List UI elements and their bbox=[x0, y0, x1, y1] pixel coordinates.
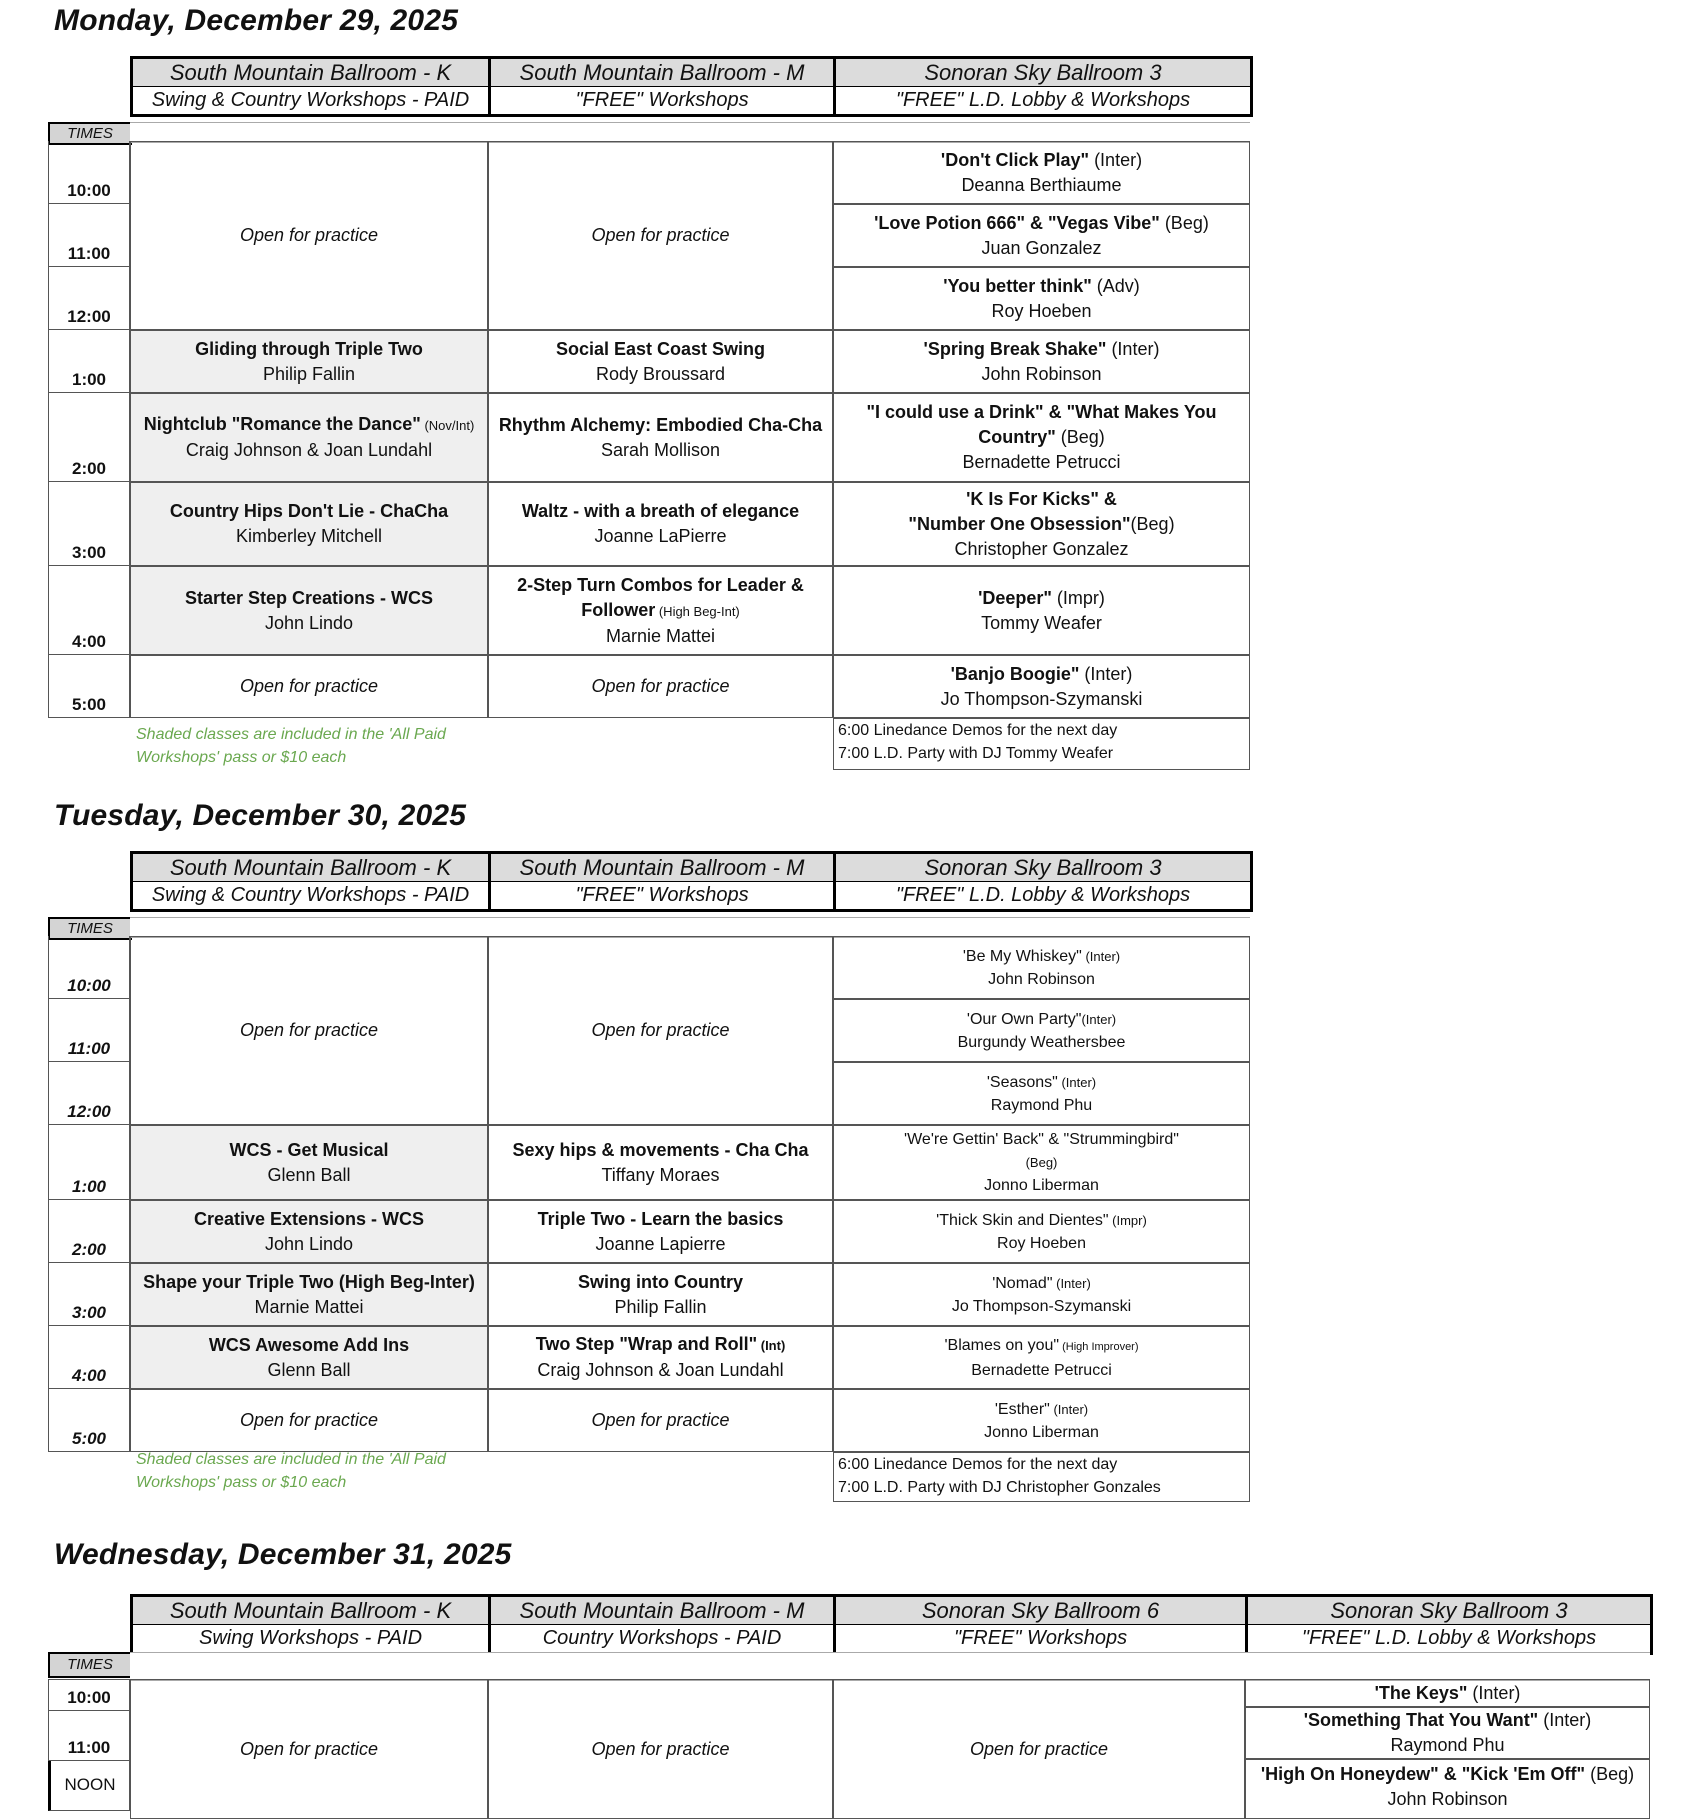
open-practice: Open for practice bbox=[130, 936, 488, 1125]
class-teacher: Raymond Phu bbox=[990, 1096, 1093, 1114]
class-level: (Inter) bbox=[1089, 149, 1143, 170]
time-cell: 3:00 bbox=[48, 1263, 130, 1326]
class-cell bbox=[130, 566, 488, 655]
class-cell bbox=[130, 330, 488, 393]
open-practice: Open for practice bbox=[488, 655, 833, 718]
class-title: Sexy hips & movements - Cha Cha bbox=[512, 1139, 809, 1160]
open-practice: Open for practice bbox=[130, 1389, 488, 1452]
class-teacher: Bernadette Petrucci bbox=[971, 1361, 1112, 1379]
class-level: (Inter) bbox=[1052, 1275, 1091, 1291]
evening-schedule bbox=[833, 718, 1250, 770]
type-s6: "FREE" Workshops bbox=[835, 1625, 1247, 1654]
evening-line: 6:00 Linedance Demos for the next day bbox=[838, 722, 1118, 739]
class-cell bbox=[1245, 1759, 1650, 1819]
class-title: Gliding through Triple Two bbox=[195, 338, 423, 359]
class-teacher: Glenn Ball bbox=[267, 1359, 351, 1380]
class-teacher: Jo Thompson-Szymanski bbox=[940, 688, 1143, 709]
class-level: (Beg) bbox=[1585, 1764, 1635, 1784]
class-teacher: Joanne LaPierre bbox=[594, 526, 727, 546]
time-cell: 5:00 bbox=[48, 655, 130, 718]
class-level: (Beg) bbox=[1025, 1155, 1058, 1170]
class-teacher: Glenn Ball bbox=[267, 1164, 351, 1185]
class-cell bbox=[1245, 1707, 1650, 1759]
class-cell bbox=[488, 393, 833, 482]
class-title: 'Blames on you" bbox=[944, 1336, 1060, 1354]
class-level: (Impr) bbox=[1051, 587, 1105, 608]
class-teacher: Philip Fallin bbox=[262, 363, 356, 384]
shaded-note-line: Workshops' pass or $10 each bbox=[136, 749, 347, 766]
venue-header-monday bbox=[130, 56, 1253, 117]
time-cell: 10:00 bbox=[48, 936, 130, 999]
class-level: (Inter) bbox=[1538, 1710, 1592, 1730]
class-title: "I could use a Drink" & "What Makes You bbox=[866, 402, 1217, 422]
type-m: Country Workshops - PAID bbox=[490, 1625, 835, 1654]
venue-m: South Mountain Ballroom - M bbox=[490, 58, 835, 87]
class-title: Shape your Triple Two (High Beg-Inter) bbox=[143, 1271, 475, 1292]
times-header: TIMES bbox=[48, 1652, 132, 1678]
class-level: (Inter) bbox=[1106, 338, 1160, 359]
class-cell bbox=[488, 566, 833, 655]
class-title: 'Deeper" bbox=[978, 587, 1052, 608]
class-level: (Impr) bbox=[1108, 1212, 1147, 1228]
time-cell: 12:00 bbox=[48, 267, 130, 330]
class-cell bbox=[833, 1326, 1250, 1389]
shaded-note-line: Workshops' pass or $10 each bbox=[136, 1474, 347, 1491]
class-cell bbox=[130, 393, 488, 482]
class-teacher: Philip Fallin bbox=[614, 1296, 707, 1317]
class-cell bbox=[130, 1263, 488, 1326]
time-cell: 11:00 bbox=[48, 1711, 130, 1761]
open-practice: Open for practice bbox=[130, 1679, 488, 1819]
class-cell bbox=[833, 566, 1250, 655]
open-practice: Open for practice bbox=[130, 655, 488, 718]
time-cell: NOON bbox=[48, 1761, 130, 1811]
class-cell bbox=[130, 482, 488, 566]
class-title: 'Thick Skin and Dientes" bbox=[936, 1211, 1109, 1229]
time-cell: 5:00 bbox=[48, 1389, 130, 1452]
venue-s3: Sonoran Sky Ballroom 3 bbox=[835, 853, 1252, 882]
times-header: TIMES bbox=[48, 122, 132, 145]
class-teacher: Tiffany Moraes bbox=[601, 1164, 720, 1185]
venue-s3: Sonoran Sky Ballroom 3 bbox=[1247, 1596, 1652, 1625]
class-title: Triple Two - Learn the basics bbox=[537, 1208, 784, 1229]
class-title: Creative Extensions - WCS bbox=[193, 1208, 425, 1229]
class-teacher: Raymond Phu bbox=[1390, 1735, 1505, 1755]
class-cell bbox=[833, 936, 1250, 999]
class-teacher: Jo Thompson-Szymanski bbox=[951, 1297, 1132, 1315]
venue-k: South Mountain Ballroom - K bbox=[132, 853, 490, 882]
class-teacher: Juan Gonzalez bbox=[981, 237, 1102, 258]
class-cell bbox=[833, 482, 1250, 566]
venue-k: South Mountain Ballroom - K bbox=[132, 1596, 490, 1625]
time-cell: 4:00 bbox=[48, 566, 130, 655]
class-teacher: Jonno Liberman bbox=[984, 1423, 1099, 1441]
class-level: (Adv) bbox=[1091, 275, 1140, 296]
class-teacher: Jonno Liberman bbox=[984, 1177, 1099, 1194]
class-title: 'Something That You Want" bbox=[1303, 1710, 1539, 1730]
class-teacher: Bernadette Petrucci bbox=[962, 452, 1121, 472]
class-level: (Beg) bbox=[1159, 212, 1209, 233]
time-cell: 10:00 bbox=[48, 141, 130, 204]
class-cell bbox=[1245, 1679, 1650, 1707]
class-cell bbox=[833, 330, 1250, 393]
time-cell: 1:00 bbox=[48, 330, 130, 393]
class-teacher: Sarah Mollison bbox=[600, 439, 721, 460]
class-level: (High Beg-Int) bbox=[655, 603, 740, 619]
class-teacher: Roy Hoeben bbox=[997, 1234, 1086, 1252]
class-title: Swing into Country bbox=[578, 1271, 743, 1292]
class-teacher: Christopher Gonzalez bbox=[954, 538, 1129, 559]
class-level: (Beg) bbox=[1055, 427, 1105, 447]
time-cell: 2:00 bbox=[48, 393, 130, 482]
class-title-2: Follower bbox=[581, 599, 656, 620]
class-level: (High Improver) bbox=[1059, 1340, 1139, 1353]
class-teacher: Joanne Lapierre bbox=[595, 1233, 726, 1254]
class-title: Social East Coast Swing bbox=[555, 338, 766, 359]
class-teacher: Burgundy Weathersbee bbox=[957, 1033, 1126, 1051]
class-title: 'Esther" bbox=[994, 1400, 1050, 1418]
venue-m: South Mountain Ballroom - M bbox=[490, 853, 835, 882]
class-cell bbox=[488, 1125, 833, 1200]
class-cell bbox=[833, 1200, 1250, 1263]
times-strip bbox=[130, 917, 1250, 938]
class-cell bbox=[488, 330, 833, 393]
class-teacher: Kimberley Mitchell bbox=[235, 526, 383, 546]
class-title: 'Don't Click Play" bbox=[940, 149, 1090, 170]
shaded-note-line: Shaded classes are included in the 'All Paid bbox=[136, 726, 446, 743]
time-cell: 2:00 bbox=[48, 1200, 130, 1263]
class-title: Nightclub "Romance the Dance" bbox=[143, 414, 421, 434]
class-title: 'K Is For Kicks" & bbox=[966, 488, 1117, 509]
class-teacher: Craig Johnson & Joan Lundahl bbox=[537, 1360, 784, 1380]
open-practice: Open for practice bbox=[130, 141, 488, 330]
time-cell: 10:00 bbox=[48, 1679, 130, 1711]
class-level: (Inter) bbox=[1081, 948, 1121, 964]
class-title-2: "Number One Obsession" bbox=[908, 513, 1131, 534]
time-cell: 4:00 bbox=[48, 1326, 130, 1389]
class-teacher: Marnie Mattei bbox=[254, 1296, 364, 1317]
class-title: 'Seasons" bbox=[986, 1073, 1058, 1091]
class-title: 'High On Honeydew" & "Kick 'Em Off" bbox=[1260, 1764, 1586, 1784]
class-cell bbox=[130, 1200, 488, 1263]
class-cell bbox=[833, 141, 1250, 204]
class-teacher: Craig Johnson & Joan Lundahl bbox=[185, 440, 433, 460]
class-title: 'We're Gettin' Back" & "Strummingbird" bbox=[904, 1131, 1179, 1148]
class-teacher: John Robinson bbox=[981, 363, 1102, 384]
class-cell bbox=[833, 204, 1250, 267]
class-title: 'Love Potion 666" & "Vegas Vibe" bbox=[874, 212, 1160, 233]
venue-m: South Mountain Ballroom - M bbox=[490, 1596, 835, 1625]
type-m: "FREE" Workshops bbox=[490, 882, 835, 911]
class-teacher: Marnie Mattei bbox=[605, 625, 716, 646]
class-title: Waltz - with a breath of elegance bbox=[521, 501, 800, 521]
class-title: Country Hips Don't Lie - ChaCha bbox=[169, 501, 449, 521]
class-title: Rhythm Alchemy: Embodied Cha-Cha bbox=[498, 414, 823, 435]
shaded-note bbox=[136, 1448, 496, 1494]
shaded-note-line: Shaded classes are included in the 'All Paid bbox=[136, 1451, 446, 1468]
class-level: (Inter) bbox=[1057, 1074, 1097, 1090]
type-k: Swing & Country Workshops - PAID bbox=[132, 882, 490, 911]
day-title-wednesday: Wednesday, December 31, 2025 bbox=[54, 1538, 512, 1571]
times-strip bbox=[130, 122, 1250, 143]
class-cell bbox=[488, 1326, 833, 1389]
venue-s3: Sonoran Sky Ballroom 3 bbox=[835, 58, 1252, 87]
time-cell: 12:00 bbox=[48, 1062, 130, 1125]
class-title: WCS - Get Musical bbox=[229, 1139, 389, 1160]
type-s3: "FREE" L.D. Lobby & Workshops bbox=[835, 87, 1252, 116]
venue-s6: Sonoran Sky Ballroom 6 bbox=[835, 1596, 1247, 1625]
class-cell bbox=[833, 1263, 1250, 1326]
open-practice: Open for practice bbox=[488, 1389, 833, 1452]
class-cell bbox=[833, 393, 1250, 482]
venue-k: South Mountain Ballroom - K bbox=[132, 58, 490, 87]
class-cell bbox=[833, 1125, 1250, 1200]
class-cell bbox=[488, 1200, 833, 1263]
class-level: (Inter) bbox=[1079, 663, 1133, 684]
class-title: Two Step "Wrap and Roll" bbox=[535, 1334, 758, 1354]
class-cell bbox=[833, 267, 1250, 330]
class-cell bbox=[833, 1389, 1250, 1452]
evening-line: 6:00 Linedance Demos for the next day bbox=[838, 1456, 1118, 1473]
time-cell: 3:00 bbox=[48, 482, 130, 566]
class-title: 'Spring Break Shake" bbox=[923, 338, 1107, 359]
day-title-tuesday: Tuesday, December 30, 2025 bbox=[54, 799, 467, 832]
open-practice: Open for practice bbox=[833, 1679, 1245, 1819]
class-title: 'You better think" bbox=[943, 275, 1092, 296]
evening-line: 7:00 L.D. Party with DJ Christopher Gonzales bbox=[838, 1479, 1161, 1496]
type-s3: "FREE" L.D. Lobby & Workshops bbox=[835, 882, 1252, 911]
class-level: (Inter) bbox=[1467, 1682, 1521, 1703]
class-cell bbox=[833, 1062, 1250, 1125]
class-level: (Inter) bbox=[1049, 1401, 1089, 1417]
class-level: (Inter) bbox=[1081, 1011, 1117, 1027]
class-teacher: Rody Broussard bbox=[595, 363, 726, 384]
type-k: Swing Workshops - PAID bbox=[132, 1625, 490, 1654]
class-cell bbox=[833, 999, 1250, 1062]
class-title: 'Nomad" bbox=[992, 1274, 1053, 1292]
evening-line: 7:00 L.D. Party with DJ Tommy Weafer bbox=[838, 745, 1114, 762]
times-strip bbox=[130, 1652, 1650, 1681]
class-teacher: John Robinson bbox=[1387, 1789, 1508, 1809]
class-cell bbox=[130, 1125, 488, 1200]
class-cell bbox=[833, 655, 1250, 718]
class-teacher: John Robinson bbox=[988, 970, 1095, 988]
evening-schedule bbox=[833, 1452, 1250, 1502]
class-cell bbox=[488, 482, 833, 566]
class-cell bbox=[488, 1263, 833, 1326]
shaded-note bbox=[136, 723, 496, 769]
class-title: 'The Keys" bbox=[1374, 1682, 1468, 1703]
time-cell: 11:00 bbox=[48, 999, 130, 1062]
open-practice: Open for practice bbox=[488, 141, 833, 330]
class-title: WCS Awesome Add Ins bbox=[208, 1334, 410, 1355]
class-teacher: Roy Hoeben bbox=[991, 300, 1092, 321]
class-title: Starter Step Creations - WCS bbox=[184, 587, 434, 608]
time-cell: 1:00 bbox=[48, 1125, 130, 1200]
class-teacher: Tommy Weafer bbox=[981, 612, 1102, 633]
type-m: "FREE" Workshops bbox=[490, 87, 835, 116]
class-teacher: Deanna Berthiaume bbox=[961, 174, 1122, 195]
class-teacher: John Lindo bbox=[264, 1233, 354, 1254]
time-cell: 11:00 bbox=[48, 204, 130, 267]
open-practice: Open for practice bbox=[488, 1679, 833, 1819]
class-title: 'Banjo Boogie" bbox=[950, 663, 1080, 684]
venue-header-tuesday bbox=[130, 851, 1253, 912]
type-s3: "FREE" L.D. Lobby & Workshops bbox=[1247, 1625, 1652, 1654]
class-cell bbox=[130, 1326, 488, 1389]
day-title-monday: Monday, December 29, 2025 bbox=[54, 4, 459, 37]
venue-header-wednesday bbox=[130, 1594, 1653, 1655]
class-title-2: Country" bbox=[978, 427, 1056, 447]
class-teacher: John Lindo bbox=[264, 612, 354, 633]
class-level: (Int) bbox=[757, 1338, 786, 1353]
class-title: 2-Step Turn Combos for Leader & bbox=[517, 574, 804, 595]
class-level: (Nov/Int) bbox=[420, 418, 475, 433]
class-title: 'Our Own Party" bbox=[966, 1010, 1082, 1028]
class-title: 'Be My Whiskey" bbox=[962, 947, 1082, 965]
type-k: Swing & Country Workshops - PAID bbox=[132, 87, 490, 116]
times-header: TIMES bbox=[48, 917, 132, 940]
open-practice: Open for practice bbox=[488, 936, 833, 1125]
class-level: (Beg) bbox=[1130, 513, 1175, 534]
